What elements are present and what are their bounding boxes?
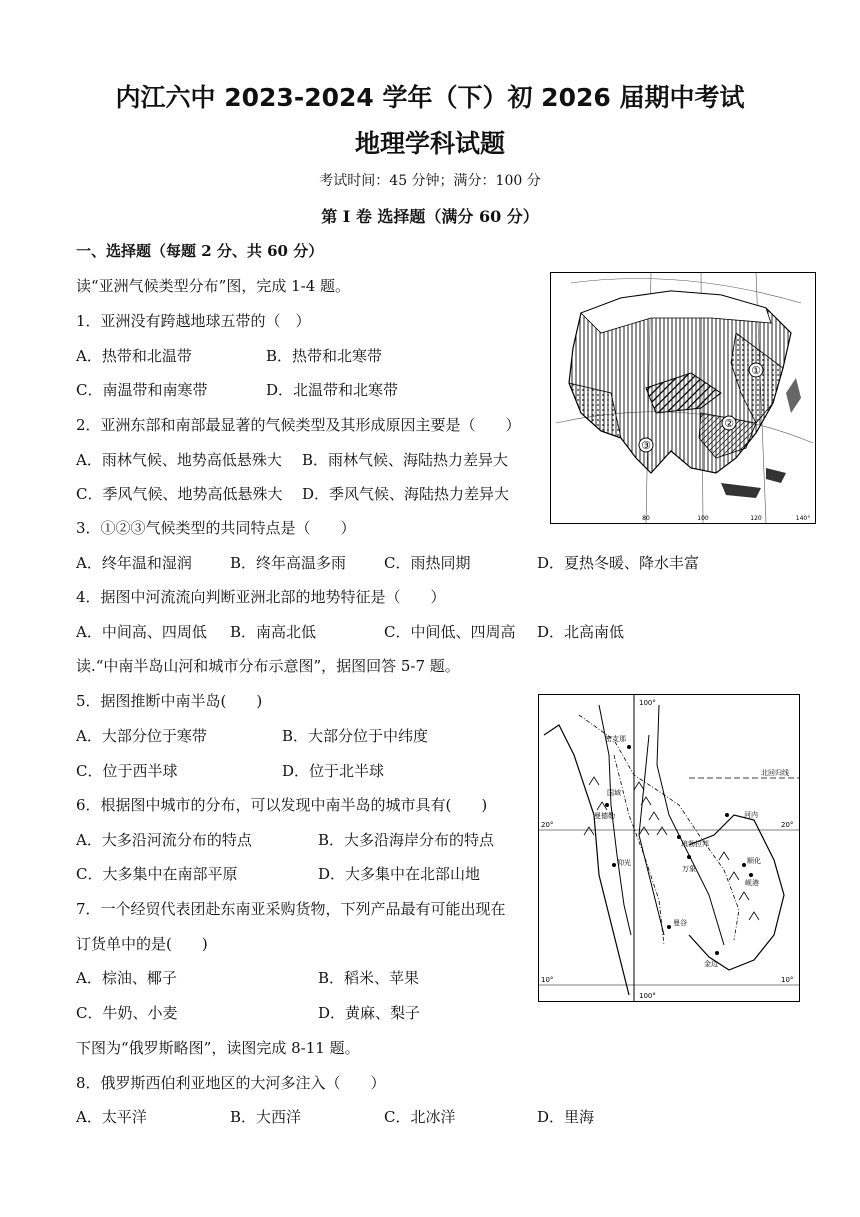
option: D．位于北半球 [282,762,385,780]
option: D．北高南低 [537,623,625,641]
city-label: 河内 [744,811,758,819]
asia-climate-map-graphic [551,273,815,523]
question-stem-continued: 订货单中的是( ) [76,935,208,953]
option: B．稻米、苹果 [318,969,420,987]
question-stem: 8．俄罗斯西伯利亚地区的大河多注入（ ） [76,1074,386,1092]
question-stem: 5．据图推断中南半岛( ) [76,692,263,710]
city-label: 国域 [607,789,621,797]
group-intro: 读“亚洲气候类型分布”图，完成 1-4 题。 [76,277,351,295]
exam-title: 内江六中 2023-2024 学年（下）初 2026 届期中考试 [115,83,745,112]
city-label: 顺化 [747,857,761,865]
asia-climate-map [550,272,816,524]
option: A．中间高、四周低 [76,623,207,641]
city-label: 岘港 [745,879,759,887]
lon-label: 100° [639,992,656,1000]
option: C．季风气候、地势高低悬殊大 [76,485,283,503]
option: D．季风气候、海陆热力差异大 [302,485,510,503]
part-heading: 一、选择题（每题 2 分、共 60 分） [76,242,324,260]
option: A．热带和北温带 [76,347,192,365]
city-label: 曼德勒 [594,812,615,820]
option: A．大部分位于寒带 [76,727,207,745]
lat-label: 10° [781,976,794,984]
lat-label: 20° [781,821,794,829]
option: B．雨林气候、海陆热力差异大 [302,451,509,469]
option: B．大西洋 [230,1108,302,1126]
city-label: 密支那 [605,735,626,743]
lon-label: 100° [639,699,656,707]
option: C．南温带和南寒带 [76,381,208,399]
option: C．牛奶、小麦 [76,1004,178,1022]
lat-label: 20° [541,821,554,829]
city-label: 琅勃拉邦 [681,840,709,848]
exam-info: 考试时间：45 分钟；满分：100 分 [319,173,541,189]
option: D．里海 [537,1108,595,1126]
tick-label: 80 [642,515,650,522]
option: C．位于西半球 [76,762,178,780]
option: A．终年温和湿润 [76,554,192,572]
option: C．大多集中在南部平原 [76,865,238,883]
option: A．雨林气候、地势高低悬殊大 [76,451,282,469]
marker-1: ① [751,364,761,377]
city-label: 仰光 [617,859,631,867]
option: A．棕油、椰子 [76,969,177,987]
question-stem: 6．根据图中城市的分布，可以发现中南半岛的城市具有( ) [76,796,488,814]
tick-label: 140° [795,515,811,522]
city-label: 万象 [682,865,696,873]
indochina-map [538,694,800,1002]
group-intro: 下图为“俄罗斯略图”，读图完成 8-11 题。 [76,1039,360,1057]
tropic-label: 北回归线 [761,769,789,777]
option: A．大多沿河流分布的特点 [76,831,252,849]
lat-label: 10° [541,976,554,984]
question-stem: 2．亚洲东部和南部最显著的气候类型及其形成原因主要是（ ） [76,416,521,434]
city-label: 曼谷 [673,919,687,927]
group-intro: 读.“中南半岛山河和城市分布示意图”，据图回答 5-7 题。 [76,657,460,675]
section-heading: 第 I 卷 选择题（满分 60 分） [321,207,539,226]
option: D．黄麻、梨子 [318,1004,421,1022]
question-stem: 3．①②③气候类型的共同特点是（ ） [76,519,356,537]
option: C．中间低、四周高 [384,623,516,641]
option: D．夏热冬暖、降水丰富 [537,554,700,572]
option: B．南高北低 [230,623,317,641]
option: B．热带和北寒带 [266,347,383,365]
option: A．太平洋 [76,1108,147,1126]
option: C．北冰洋 [384,1108,456,1126]
tick-label: 120 [750,515,762,522]
marker-3: ③ [641,439,651,452]
option: B．大多沿海岸分布的特点 [318,831,495,849]
option: D．北温带和北寒带 [266,381,399,399]
tick-label: 100 [697,515,709,522]
option: C．雨热同期 [384,554,471,572]
exam-subject-title: 地理学科试题 [354,129,505,158]
indochina-map-graphic [539,695,799,1001]
option: B．大部分位于中纬度 [282,727,429,745]
city-label: 金边 [704,960,718,968]
question-stem: 1．亚洲没有跨越地球五带的（ ） [76,312,311,330]
marker-2: ② [724,417,734,430]
option: D．大多集中在北部山地 [318,865,481,883]
question-stem: 4．据图中河流流向判断亚洲北部的地势特征是（ ） [76,588,446,606]
question-stem: 7．一个经贸代表团赴东南亚采购货物，下列产品最有可能出现在 [76,900,506,918]
option: B．终年高温多雨 [230,554,347,572]
